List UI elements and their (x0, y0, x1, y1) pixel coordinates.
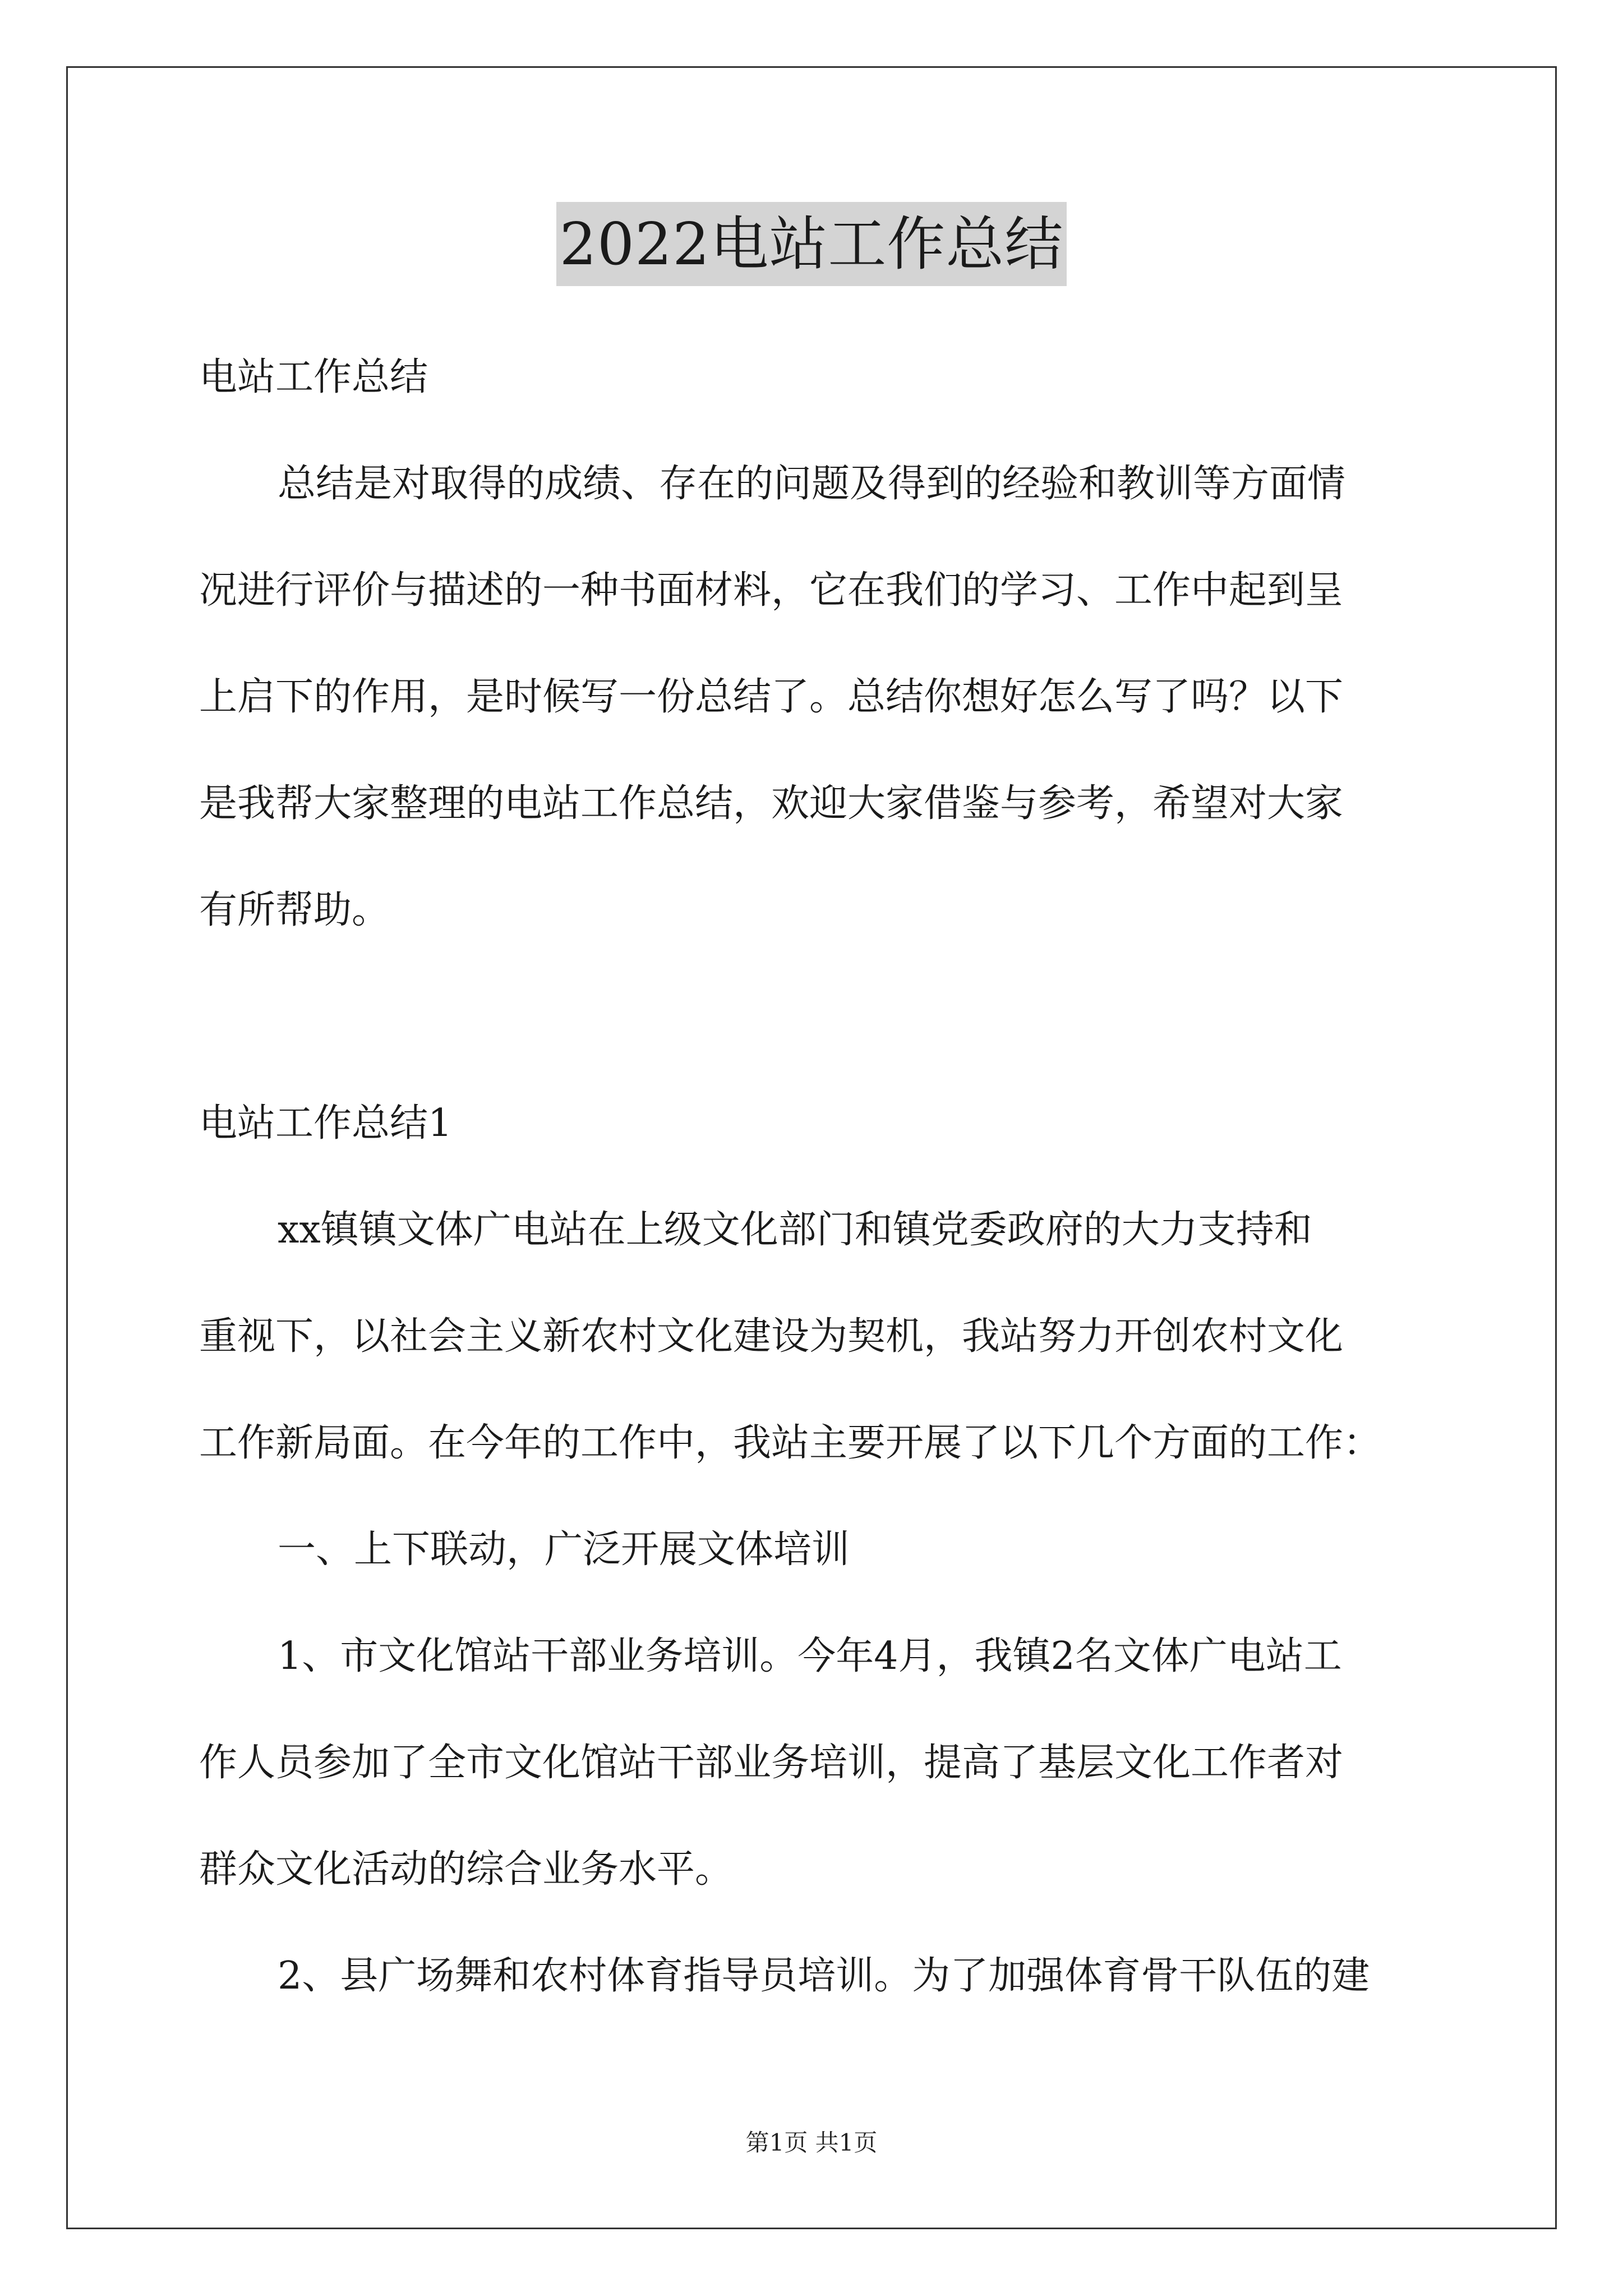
title-container (0, 202, 1623, 286)
item-paragraph-line: 作人员参加了全市文化馆站干部业务培训，提高了基层文化工作者对 (199, 1741, 1344, 1785)
document-title: 2022电站工作总结 (556, 202, 1067, 286)
section-paragraph-line: xx镇镇文体广电站在上级文化部门和镇党委政府的大力支持和 (278, 1208, 1312, 1252)
intro-paragraph-line: 上启下的作用，是时候写一份总结了。总结你想好怎么写了吗？以下 (199, 675, 1344, 719)
intro-heading: 电站工作总结 (199, 355, 428, 399)
item-paragraph-line: 2、县广场舞和农村体育指导员培训。为了加强体育骨干队伍的建 (278, 1954, 1370, 1998)
intro-paragraph-line: 总结是对取得的成绩、存在的问题及得到的经验和教训等方面情 (278, 462, 1346, 506)
section-paragraph-line: 重视下，以社会主义新农村文化建设为契机，我站努力开创农村文化 (199, 1314, 1344, 1359)
section-heading: 电站工作总结1 (199, 1101, 453, 1145)
intro-paragraph-line: 是我帮大家整理的电站工作总结，欢迎大家借鉴与参考，希望对大家 (199, 781, 1344, 826)
intro-paragraph-line: 况进行评价与描述的一种书面材料，它在我们的学习、工作中起到呈 (199, 568, 1344, 613)
subheading: 一、上下联动，广泛开展文体培训 (278, 1527, 850, 1572)
intro-paragraph-line: 有所帮助。 (199, 888, 390, 932)
section-paragraph-line: 工作新局面。在今年的工作中，我站主要开展了以下几个方面的工作： (199, 1421, 1382, 1465)
item-paragraph-line: 群众文化活动的综合业务水平。 (199, 1847, 734, 1892)
item-paragraph-line: 1、市文化馆站干部业务培训。今年4月，我镇2名文体广电站工 (278, 1634, 1342, 1678)
page-footer: 第1页 共1页 (745, 2129, 878, 2156)
